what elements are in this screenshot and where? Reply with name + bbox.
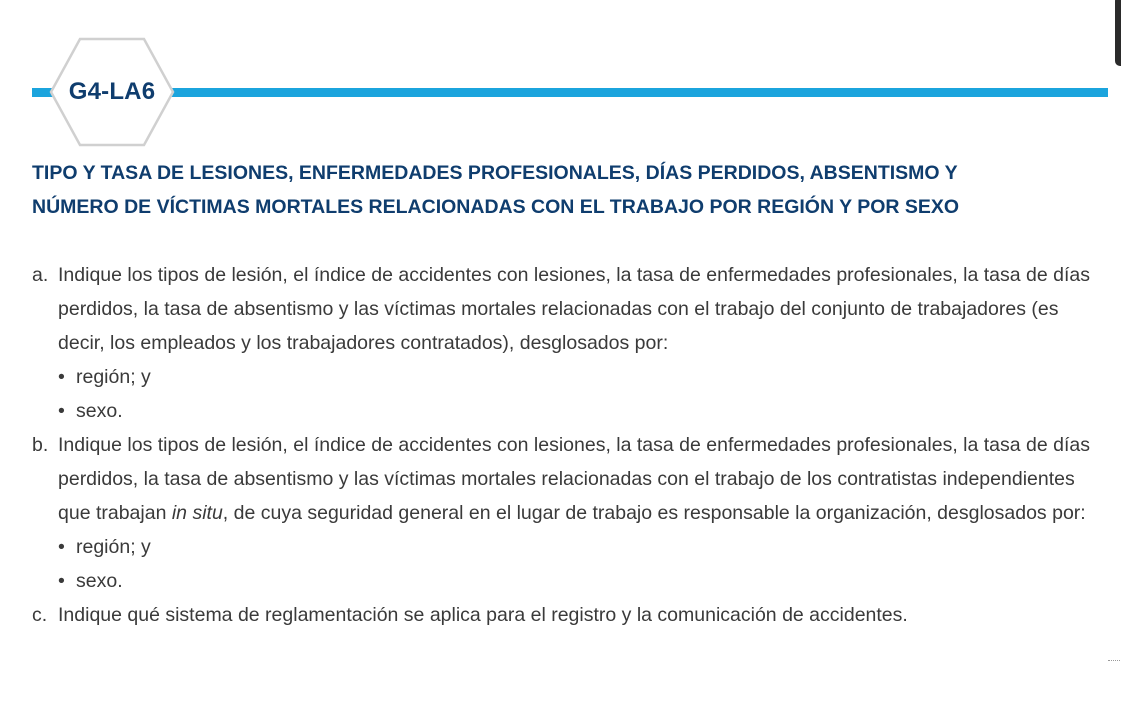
requirement-text-part: Indique los tipos de lesión, el índice de accidentes con lesiones, la tasa de enfermedades profesionales, la tasa de días perdidos, la tasa de absentismo y las víctimas mortales relacionadas con el trabajo de los contratistas independientes que trabajan <box>58 434 1090 524</box>
bullet-item: • región; y <box>58 530 1107 564</box>
section-header-rule <box>32 88 1108 97</box>
breakdown-list <box>58 360 1107 428</box>
window-corner-tab <box>1115 0 1121 66</box>
page-edge-dots <box>1108 660 1120 663</box>
indicator-code: G4-LA6 <box>68 78 156 105</box>
requirement-text <box>58 434 1090 524</box>
requirement-letter: b. <box>32 434 49 456</box>
heading-line-1: TIPO Y TASA DE LESIONES, ENFERMEDADES PROFESIONALES, DÍAS PERDIDOS, ABSENTISMO Y <box>32 162 958 184</box>
requirement-b <box>32 428 1107 598</box>
breakdown-list <box>58 530 1107 598</box>
indicator-heading <box>32 156 1092 224</box>
bullet-item: • sexo. <box>58 564 1107 598</box>
bullet-item: • sexo. <box>58 394 1107 428</box>
requirement-letter: a. <box>32 264 49 286</box>
heading-line-2: NÚMERO DE VÍCTIMAS MORTALES RELACIONADAS CON EL TRABAJO POR REGIÓN Y POR SEXO <box>32 196 960 218</box>
requirement-a <box>32 258 1107 428</box>
requirement-text-italic: in situ <box>171 502 223 524</box>
requirement-text-part: , de cuya seguridad general en el lugar de trabajo es responsable la organización, desglosados por: <box>222 502 1086 524</box>
requirement-c <box>32 598 1107 632</box>
requirement-text: Indique los tipos de lesión, el índice de accidentes con lesiones, la tasa de enfermedades profesionales, la tasa de días perdidos, la tasa de absentismo y las víctimas mortales relacionadas con el trabajo del conjunto de trabajadores (es decir, los empleados y los trabajadores contratados), desglosados por: <box>58 264 1090 354</box>
requirements-list <box>32 258 1107 632</box>
indicator-hexagon-badge <box>49 37 175 147</box>
requirement-text: Indique qué sistema de reglamentación se aplica para el registro y la comunicación de accidentes. <box>58 604 908 626</box>
requirement-letter: c. <box>32 604 48 626</box>
bullet-item: • región; y <box>58 360 1107 394</box>
